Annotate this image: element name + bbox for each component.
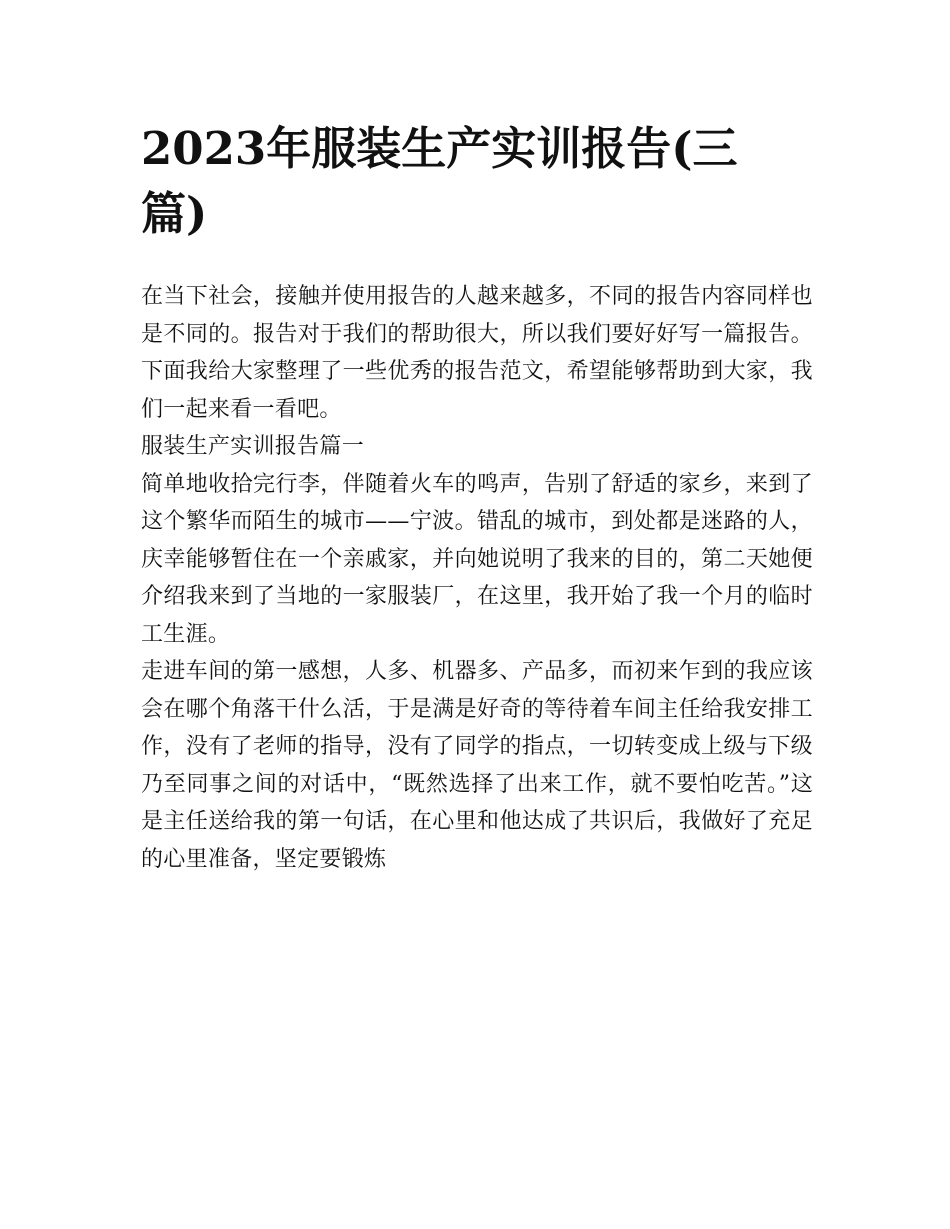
document-page — [141, 116, 813, 878]
intro-paragraph: 在当下社会，接触并使用报告的人越来越多，不同的报告内容同样也是不同的。报告对于我们的帮助很大，所以我们要好好写一篇报告。下面我给大家整理了一些优秀的报告范文，希望能够帮助到大家，我们一起来看一看吧。 — [141, 284, 813, 422]
document-title: 2023年服装生产实训报告(三篇) — [141, 122, 738, 240]
document-body — [141, 278, 813, 878]
section-heading: 服装生产实训报告篇一 — [141, 434, 365, 459]
body-paragraph: 走进车间的第一感想，人多、机器多、产品多，而初来乍到的我应该会在哪个角落干什么活，于是满是好奇的等待着车间主任给我安排工作，没有了老师的指导，没有了同学的指点，一切转变成上级与下级乃至同事之间的对话中，“既然选择了出来工作，就不要怕吃苦。”这是主任送给我的第一句话，在心里和他达成了共识后，我做好了充足的心里准备，坚定要锻炼 — [141, 659, 813, 872]
body-paragraph: 简单地收拾完行李，伴随着火车的鸣声，告别了舒适的家乡，来到了这个繁华而陌生的城市——宁波。错乱的城市，到处都是迷路的人，庆幸能够暂住在一个亲戚家，并向她说明了我来的目的，第二天她便介绍我来到了当地的一家服装厂，在这里，我开始了我一个月的临时工生涯。 — [141, 471, 813, 647]
